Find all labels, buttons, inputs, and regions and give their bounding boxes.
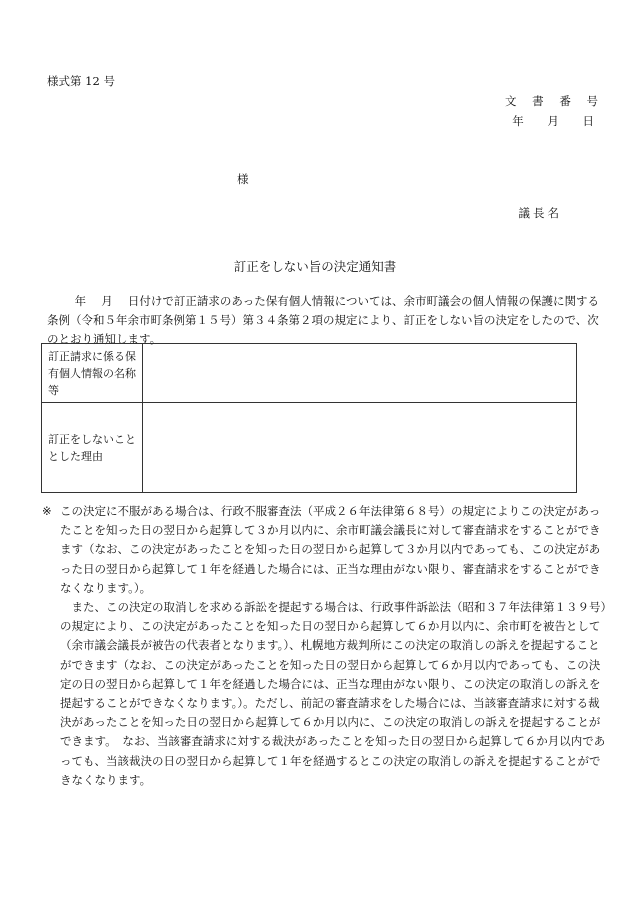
row2-label: 訂正をしないこととした理由	[42, 403, 143, 493]
note	[42, 502, 608, 790]
row2-value	[143, 403, 577, 493]
row1-value	[143, 344, 577, 403]
document-title: 訂正をしない旨の決定通知書	[233, 259, 397, 274]
note-body	[60, 502, 608, 790]
note-paragraph-1: この決定に不服がある場合は、行政不服審査法（平成２６年法律第６８号）の規定によりこの決定があったことを知った日の翌日から起算して３か月以内に、余市町議会議長に対して審査請求をすることができます（なお、この決定があったことを知った日の翌日から起算して３か月以内であっても、この決定があった日の翌日から起算して１年を経過した場合には、正当な理由がない限り、審査請求をすることができなくなります。）。	[60, 504, 601, 595]
sender-name: 議長名	[518, 206, 562, 220]
body-text	[47, 292, 609, 349]
notes-section	[42, 502, 608, 790]
recipient-label: 様	[237, 172, 249, 186]
form-number: 様式第 12 号	[47, 74, 115, 88]
table-row	[42, 344, 577, 403]
document-date: 年 月 日	[512, 114, 604, 128]
body-paragraph: 年 月 日付けで訂正請求のあった保有個人情報については、余市町議会の個人情報の保護に関する条例（令和５年余市町条例第１５号）第３４条第２項の規定により、訂正をしない旨の決定をしたので、次のとおり通知します。	[47, 294, 600, 346]
info-table	[41, 343, 577, 493]
document-number: 文 書 番 号	[505, 94, 604, 108]
note-mark: ※	[42, 504, 52, 518]
table-row	[42, 403, 577, 493]
note-paragraph-2: また、この決定の取消しを求める訴訟を提起する場合は、行政事件訴訟法（昭和３７年法律第１３９号）の規定により、この決定があったことを知った日の翌日から起算して６か月以内に、余市町を被告として（余市議会議長が被告の代表者となります。）、札幌地方裁判所にこの決定の取消しの訴えを提起することができます（なお、この決定があったことを知った日の翌日から起算して６か月以内であっても、この決定の日の翌日から起算して１年を経過した場合には、正当な理由がない限り、この決定の取消しの訴えを提起することができなくなります。）。ただし、前記の審査請求をした場合には、当該審査請求に対する裁決があったことを知った日の翌日から起算して６か月以内に、この決定の取消しの訴えを提起することができます。 なお、当該審査請求に対する裁決があったことを知った日の翌日から起算して６か月以内であっても、当該裁決の日の翌日から起算して１年を経過するとこの決定の取消しの訴えを提起することができなくなります。	[60, 600, 607, 787]
row1-label: 訂正請求に係る保有個人情報の名称等	[42, 344, 143, 403]
